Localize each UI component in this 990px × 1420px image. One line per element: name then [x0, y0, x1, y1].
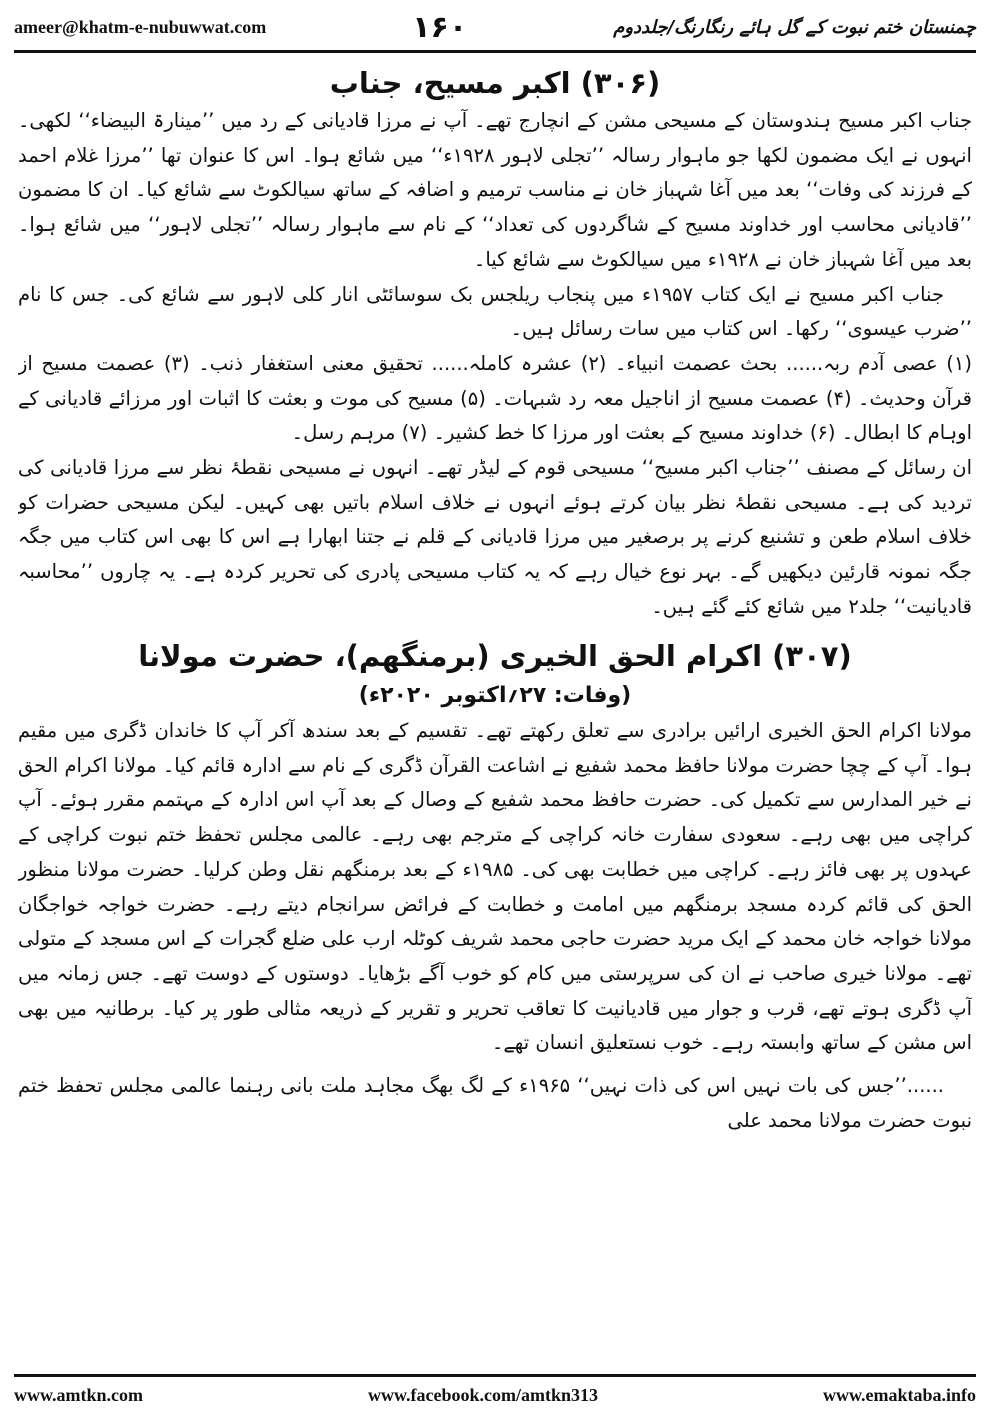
- page-header: [14, 8, 976, 46]
- section-306-paragraph: جناب اکبر مسیح ہندوستان کے مسیحی مشن کے انچارج تھے۔ آپ نے مرزا قادیانی کے رد میں ’’مینارۃ البیضاء‘‘ لکھی۔ انہوں نے ایک مضمون لکھا جو ماہوار رسالہ ’’تجلی لاہور ۱۹۲۸ء‘‘ میں شائع ہوا۔ اس کا عنوان تھا ’’مرزا غلام احمد کے فرزند کی وفات‘‘ بعد میں آغا شہباز خان نے مناسب ترمیم و اضافہ کے ساتھ سیالکوٹ سے شائع کیا۔ ان کا مضمون ’’قادیانی محاسب اور خداوند مسیح کے شاگردوں کی تعداد‘‘ کے نام سے ماہوار رسالہ ’’تجلی لاہور‘‘ میں شائع ہوا۔ بعد میں آغا شہباز خان نے ۱۹۲۸ء میں سیالکوٹ سے شائع کیا۔: [18, 109, 972, 271]
- footer-link-facebook[interactable]: www.facebook.com/amtkn313: [367, 1384, 598, 1405]
- section-307-subheading: (وفات: ۲۷؍اکتوبر ۲۰۲۰ء): [358, 682, 632, 708]
- page-footer: [14, 1382, 976, 1408]
- section-307-heading: (۳۰۷) اکرام الحق الخیری (برمنگھم)، حضرت مولانا: [138, 638, 852, 673]
- book-title: چمنستان ختم نبوت کے گل ہائے رنگارنگ/جلددوم: [613, 16, 976, 38]
- header-divider: [14, 50, 976, 53]
- section-307-paragraph: مولانا اکرام الحق الخیری ارائیں برادری سے تعلق رکھتے تھے۔ تقسیم کے بعد سندھ آکر آپ کا خاندان ڈگری میں مقیم ہوا۔ آپ کے چچا حضرت مولانا حافظ محمد شفیع نے اشاعت القرآن ڈگری کے نام سے ادارہ قائم کیا۔ مولانا اکرام الحق نے خیر المدارس سے تکمیل کی۔ حضرت حافظ محمد شفیع کے وصال کے بعد آپ اس ادارہ کے مہتمم مقرر ہوئے۔ آپ کراچی میں بھی رہے۔ سعودی سفارت خانہ کراچی کے مترجم بھی رہے۔ عالمی مجلس تحفظ ختم نبوت کراچی کے عہدوں پر بھی فائز رہے۔ کراچی میں خطابت بھی کی۔ ۱۹۸۵ء کے بعد برمنگھم نقل وطن کرلیا۔ حضرت مولانا منظور الحق کی قائم کردہ مسجد برمنگھم میں امامت و خطابت کے فرائض سرانجام دیتے رہے۔ حضرت خواجہ خواجگان مولانا خواجہ خان محمد کے ایک مرید حضرت حاجی محمد شریف کوٹلہ ارب علی ضلع گجرات کے اس مسجد کے متولی تھے۔ مولانا خیری صاحب نے ان کی سرپرستی میں کام کو خوب آگے بڑھایا۔ دوستوں کے دوست تھے۔ جس زمانہ میں آپ ڈگری ہوتے تھے، قرب و جوار میں قادیانیت کا تعاقب تحریر و تقریر کے ذریعہ مثالی طور پر کیا۔ برطانیہ میں بھی اس مشن کے ساتھ وابستہ رہے۔ خوب نستعلیق انسان تھے۔: [18, 719, 972, 1055]
- footnote: ......’’جس کی بات نہیں اس کی ذات نہیں‘‘ ۱۹۶۵ء کے لگ بھگ مجاہد ملت بانی رہنما عالمی مجلس تحفظ ختم نبوت حضرت مولانا محمد علی: [18, 1074, 972, 1132]
- footer-link-amtkn[interactable]: www.amtkn.com: [14, 1384, 143, 1405]
- footer-link-emaktaba[interactable]: www.emaktaba.info: [822, 1384, 976, 1405]
- section-306-paragraph: (۱) عصی آدم ربہ...... بحث عصمت انبیاء۔ (۲) عشرہ کاملہ...... تحقیق معنی استغفار ذنب۔ (۳) عصمت مسیح از قرآن وحدیث۔ (۴) عصمت مسیح از اناجیل معہ رد شبہات۔ (۵) مسیح کی موت و بعثت کا اثبات اور مرزائے قادیانی کے اوہام کا ابطال۔ (۶) خداوند مسیح کے بعثت اور مرزا کا خط کشیر۔ (۷) مرہم رسل۔: [18, 351, 972, 445]
- page-body: [18, 62, 972, 1367]
- header-email[interactable]: ameer@khatm-e-nubuwwat.com: [14, 16, 267, 37]
- page-number: ۱۶۰: [412, 9, 468, 45]
- footer-divider: [14, 1374, 976, 1377]
- section-306-heading: (۳۰۶) اکبر مسیح، جناب: [329, 66, 661, 100]
- section-306-paragraph: جناب اکبر مسیح نے ایک کتاب ۱۹۵۷ء میں پنجاب ریلجس بک سوسائٹی انار کلی لاہور سے شائع کی۔ جس کا نام ’’ضرب عیسوی‘‘ رکھا۔ اس کتاب میں سات رسائل ہیں۔: [18, 282, 972, 341]
- section-306-paragraph: ان رسائل کے مصنف ’’جناب اکبر مسیح‘‘ مسیحی قوم کے لیڈر تھے۔ انہوں نے مسیحی نقطۂ نظر سے مرزا قادیانی کی تردید کی ہے۔ مسیحی نقطۂ نظر بیان کرتے ہوئے انہوں نے خلاف اسلام باتیں بھی کہیں۔ لیکن مسیحی حضرات کو خلاف اسلام طعن و تشنیع کرنے پر برصغیر میں مرزا قادیانی کے قلم نے جتنا ابھارا ہے اس کا بھی اس کتاب میں جگہ جگہ نمونہ قارئین دیکھیں گے۔ بہر نوع خیال رہے کہ یہ کتاب مسیحی پادری کی تحریر کردہ ہے۔ یہ چاروں ’’محاسبہ قادیانیت‘‘ جلد۲ میں شائع کئے گئے ہیں۔: [18, 456, 972, 618]
